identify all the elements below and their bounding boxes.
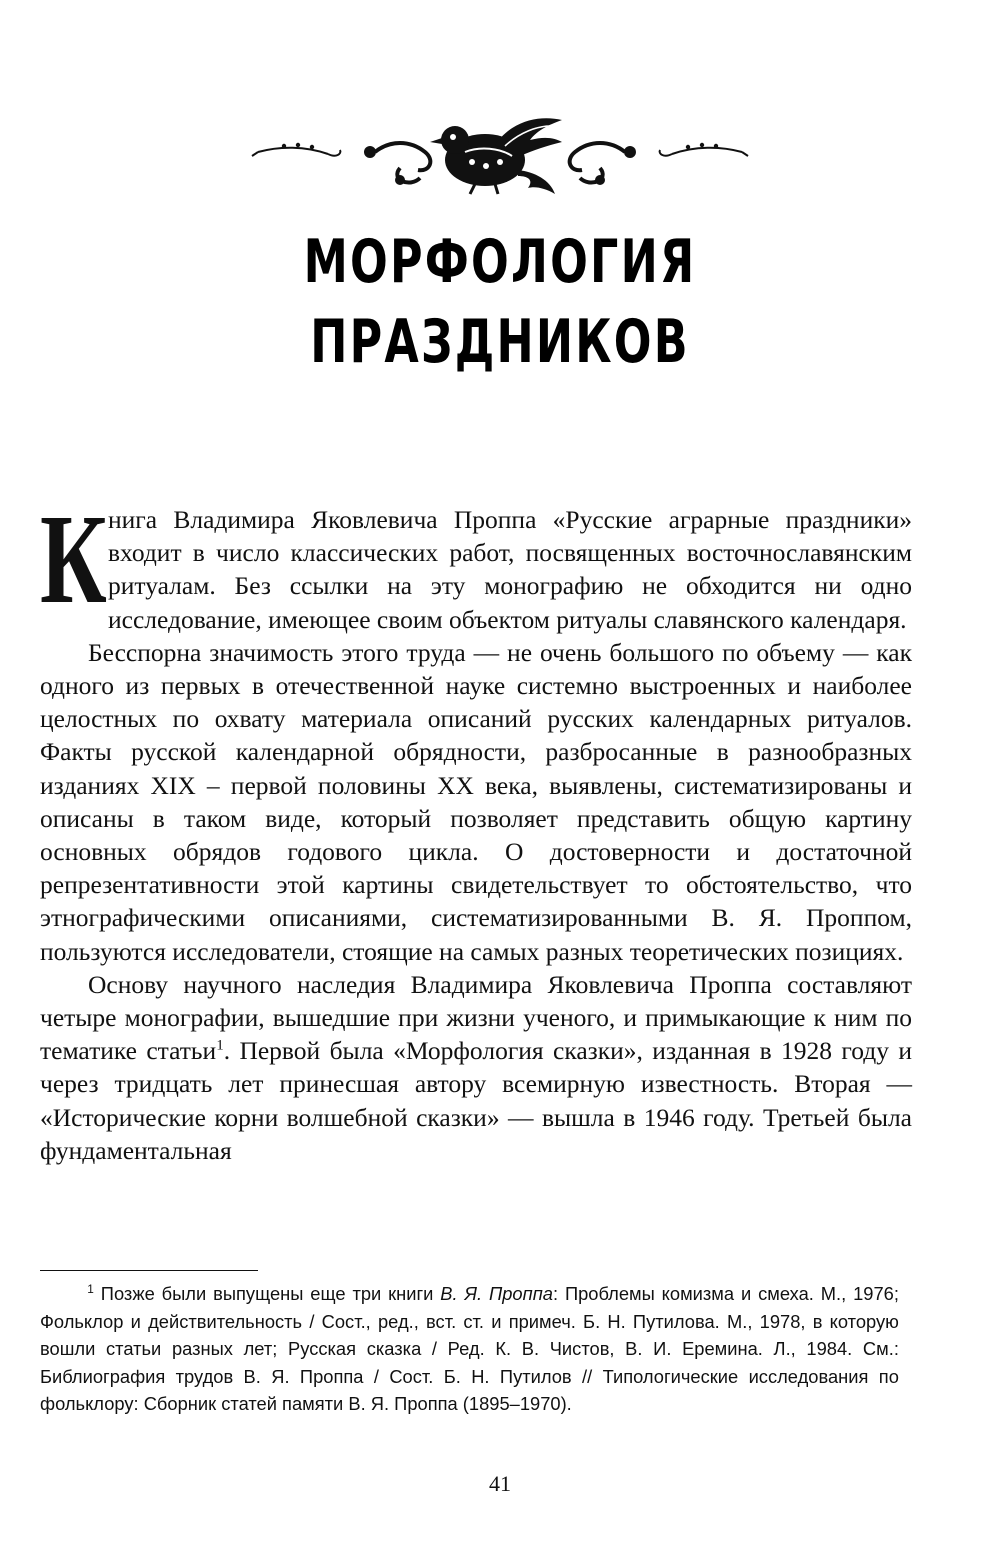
footnote-text-b: : Проблемы комизма и смеха. М., 1976; Фольклор и действительность / Сост., ред., вст. ст. и примеч. Б. Н. Путилова. М., 1978, в которую вошли статьи разных лет; Русская сказка / Ред. К. В. Чистов, В. И. Еремина. Л., 1984. См.: Библиография трудов В. Я. Проппа / Сост. Б. Н. Путилов // Типологические исследования по фольклору: Сборник статей памяти В. Я. Проппа (1895–1970). bbox=[40, 1283, 899, 1415]
paragraph-2: Бесспорна значимость этого труда — не очень большого по объему — как одного из первых в отечественной науке системно выстроенных и наиболее целостных по охвату материала описаний русских календарных ритуалов. Факты русской календарной обрядности, разбросанные в разнообразных изданиях XIX – первой половины XX века, выявлены, систематизированы и описаны в таком виде, который позволяет представить общую картину основных обрядов годового цикла. О достоверности и достаточной репрезентативности этой картины свидетельствует то обстоятельство, что этнографическими описаниями, систематизированными В. Я. Проппом, пользуются исследователи, стоящие на самых разных теоретических позициях. bbox=[40, 637, 912, 966]
footnote bbox=[40, 1280, 899, 1418]
drop-cap: К bbox=[40, 488, 107, 630]
paragraph-3-text-b: . Первой была «Морфология сказки», изданная в 1928 году и через тридцать лет принесшая автору всемирную известность. Вторая — «Исторические корни волшебной сказки» — вышла в 1946 году. Третьей была фундаментальная bbox=[40, 1036, 912, 1165]
paragraph-1 bbox=[40, 488, 912, 636]
paragraph-3-text-a: Основу научного наследия Владимира Яковлевича Проппа составляют четыре монографии, вышедшие при жизни ученого, и примыкающие к ним по тематике статьи bbox=[40, 969, 912, 1066]
footnote-marker: 1 bbox=[87, 1281, 94, 1296]
paragraph-1-text: нига Владимира Яковлевича Проппа «Русские аграрные праздники» входит в число классических работ, посвященных восточнославянским ритуалам. Без ссылки на эту монографию не обходится ни одно исследование, имеющее своим объектом ритуалы славянского календаря. bbox=[108, 505, 912, 634]
footnote-divider bbox=[40, 1270, 258, 1271]
body-text bbox=[40, 488, 912, 1167]
page-number: 41 bbox=[489, 1471, 511, 1496]
footnote-text-a: Позже были выпущены еще три книги bbox=[100, 1283, 441, 1304]
chapter-title: МОРФОЛОГИЯ ПРАЗДНИКОВ bbox=[303, 227, 697, 377]
bird-ornament-icon bbox=[250, 110, 750, 200]
paragraph-3 bbox=[40, 968, 912, 1167]
footnote-ref[interactable]: 1 bbox=[216, 1037, 224, 1054]
footnote-author: В. Я. Проппа bbox=[440, 1283, 553, 1304]
